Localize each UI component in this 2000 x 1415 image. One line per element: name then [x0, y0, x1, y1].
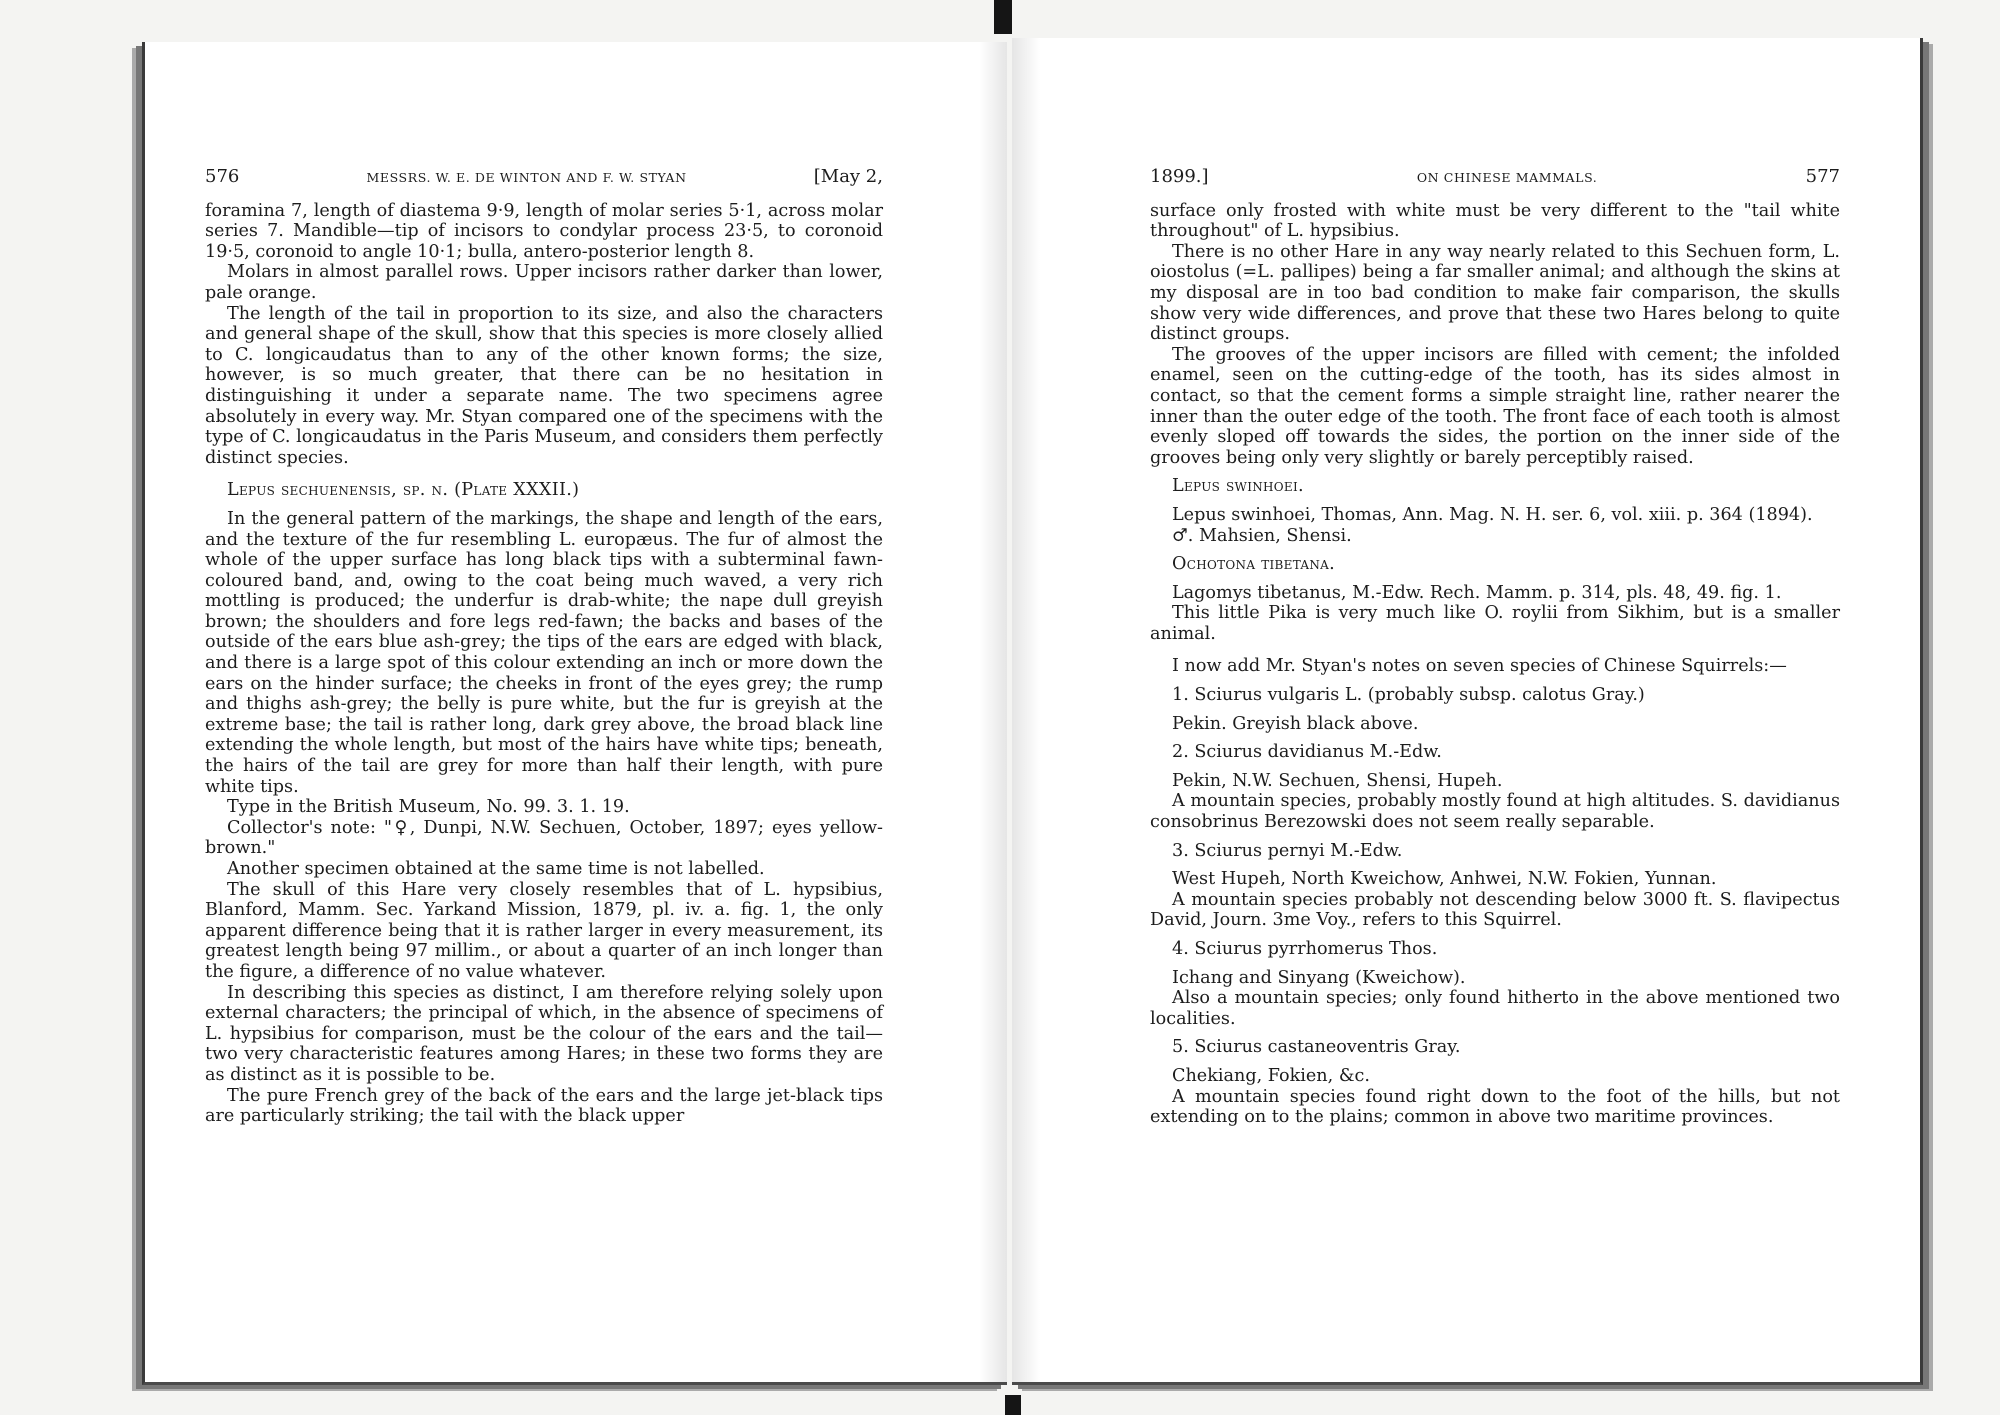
species-heading: 4. Sciurus pyrrhomerus Thos. — [1172, 939, 1438, 959]
left-page-header — [205, 167, 883, 189]
running-head: ON CHINESE MAMMALS. — [1416, 170, 1598, 185]
paragraph: Ichang and Sinyang (Kweichow). — [1172, 967, 1466, 988]
paragraph: Collector's note: "♀, Dunpi, N.W. Sechuen, October, 1897; eyes yellow-brown." — [205, 817, 883, 859]
paragraph: Lepus swinhoei, Thomas, Ann. Mag. N. H. ser. 6, vol. xiii. p. 364 (1894). — [1172, 504, 1813, 525]
right-page-header — [1150, 167, 1840, 189]
paragraph: In describing this species as distinct, I am therefore relying solely upon external characters; the principal of which, in the absence of specimens of L. hypsibius for comparison, must be the colour of the ears and the tail—two very characteristic features among Hares; in these two forms they are as distinct as it is possible to be. — [205, 982, 883, 1085]
species-heading: Lepus sechuenensis, sp. n. (Plate XXXII.) — [227, 480, 580, 501]
paragraph: In the general pattern of the markings, the shape and length of the ears, and the texture of the fur resembling L. europæus. The fur of almost the whole of the upper surface has long black tips with a subterminal fawn-coloured band, and, owing to the coat being much waved, a very rich mottling is produced; the underfur is drab-white; the nape dull greyish brown; the shoulders and fore legs red-fawn; the backs and bases of the outside of the ears blue ash-grey; the tips of the ears are edged with black, and there is a large spot of this colour extending an inch or more down the ears on the hinder surface; the cheeks in front of the eyes grey; the rump and thighs ash-grey; the belly is pure white, but the fur is greyish at the extreme base; the tail is rather long, dark grey above, the broad black line extending the whole length, but most of the hairs have white tips; beneath, the hairs of the tail are grey for more than half their length, with pure white tips. — [205, 508, 883, 797]
right-page-text — [1150, 167, 1840, 1128]
paragraph: Molars in almost parallel rows. Upper incisors rather darker than lower, pale orange. — [205, 262, 883, 303]
left-page-text — [205, 167, 883, 1127]
paragraph: Another specimen obtained at the same time is not labelled. — [227, 859, 765, 879]
page-number: 577 — [1805, 166, 1840, 187]
book-spine-bottom — [1005, 1395, 1021, 1415]
paragraph: Also a mountain species; only found hitherto in the above mentioned two localities. — [1150, 988, 1840, 1029]
paragraph: A mountain species found right down to the foot of the hills, but not extending on to the plains; common in above two maritime provinces. — [1150, 1086, 1840, 1128]
species-heading: 3. Sciurus pernyi M.-Edw. — [1172, 840, 1403, 861]
paragraph: A mountain species, probably mostly found at high altitudes. S. davidianus consobrinus Berezowski does not seem really separable. — [1150, 791, 1840, 833]
running-head: MESSRS. W. E. DE WINTON AND F. W. STYAN — [366, 170, 687, 185]
paragraph: Lagomys tibetanus, M.-Edw. Rech. Mamm. p. 314, pls. 48, 49. fig. 1. — [1172, 582, 1782, 603]
paragraph: Chekiang, Fokien, &c. — [1172, 1065, 1370, 1086]
paragraph: ♂. Mahsien, Shensi. — [1172, 525, 1352, 546]
paragraph: The pure French grey of the back of the ears and the large jet-black tips are particularly striking; the tail with the black upper — [205, 1085, 883, 1127]
page-date: 1899.] — [1150, 166, 1209, 187]
paragraph: Pekin. Greyish black above. — [1172, 713, 1419, 734]
species-heading: 5. Sciurus castaneoventris Gray. — [1172, 1037, 1461, 1058]
paragraph: Type in the British Museum, No. 99. 3. 1. 19. — [227, 797, 630, 818]
page-number: 576 — [205, 166, 240, 187]
paragraph: The length of the tail in proportion to its size, and also the characters and general shape of the skull, show that this species is more closely allied to C. longicaudatus than to any of the other known forms; the size, however, is so much greater, that there can be no hesitation in distinguishing it under a separate name. The two specimens agree absolutely in every way. Mr. Styan compared one of the specimens with the type of C. longicaudatus in the Paris Museum, and considers them perfectly distinct species. — [205, 303, 883, 468]
paragraph: foramina 7, length of diastema 9·9, length of molar series 5·1, across molar series 7. Mandible—tip of incisors to condylar process 23·5, to coronoid 19·5, coronoid to angle 10·1; bulla, antero-posterior length 8. — [205, 200, 883, 262]
paragraph: surface only frosted with white must be very different to the "tail white throughout" of L. hypsibius. — [1150, 200, 1840, 242]
paragraph: There is no other Hare in any way nearly related to this Sechuen form, L. oiostolus (=L. pallipes) being a far smaller animal; and although the skins at my disposal are in too bad condition to make fair comparison, the skulls show very wide differences, and prove that these two Hares belong to quite distinct groups. — [1150, 241, 1840, 345]
paragraph: Pekin, N.W. Sechuen, Shensi, Hupeh. — [1172, 770, 1503, 791]
paragraph: West Hupeh, North Kweichow, Anhwei, N.W. Fokien, Yunnan. — [1172, 869, 1717, 890]
paragraph: The skull of this Hare very closely resembles that of L. hypsibius, Blanford, Mamm. Sec. Yarkand Mission, 1879, pl. iv. a. fig. 1, the only apparent difference being that it is rather larger in every measurement, its greatest length being 97 millim., or about a quarter of an inch longer than the figure, a difference of no value whatever. — [205, 879, 883, 982]
species-heading: 1. Sciurus vulgaris L. (probably subsp. calotus Gray.) — [1172, 685, 1645, 706]
page-date: [May 2, — [813, 166, 883, 187]
paragraph: The grooves of the upper incisors are filled with cement; the infolded enamel, seen on the cutting-edge of the tooth, has its sides almost in contact, so that the cement forms a simple straight line, rather nearer the inner than the outer edge of the tooth. The front face of each tooth is almost evenly sloped off towards the sides, the portion on the inner side of the grooves being only very slightly or barely perceptibly raised. — [1150, 344, 1840, 468]
paragraph: This little Pika is very much like O. roylii from Sikhim, but is a smaller animal. — [1150, 603, 1840, 644]
species-heading: Ochotona tibetana. — [1172, 554, 1336, 575]
paragraph: A mountain species probably not descending below 3000 ft. S. flavipectus David, Journ. 3me Voy., refers to this Squirrel. — [1150, 889, 1840, 931]
species-heading: 2. Sciurus davidianus M.-Edw. — [1172, 742, 1442, 763]
paragraph: I now add Mr. Styan's notes on seven species of Chinese Squirrels:— — [1172, 656, 1787, 677]
book-spine-top — [994, 0, 1012, 34]
species-heading: Lepus swinhoei. — [1172, 476, 1304, 497]
